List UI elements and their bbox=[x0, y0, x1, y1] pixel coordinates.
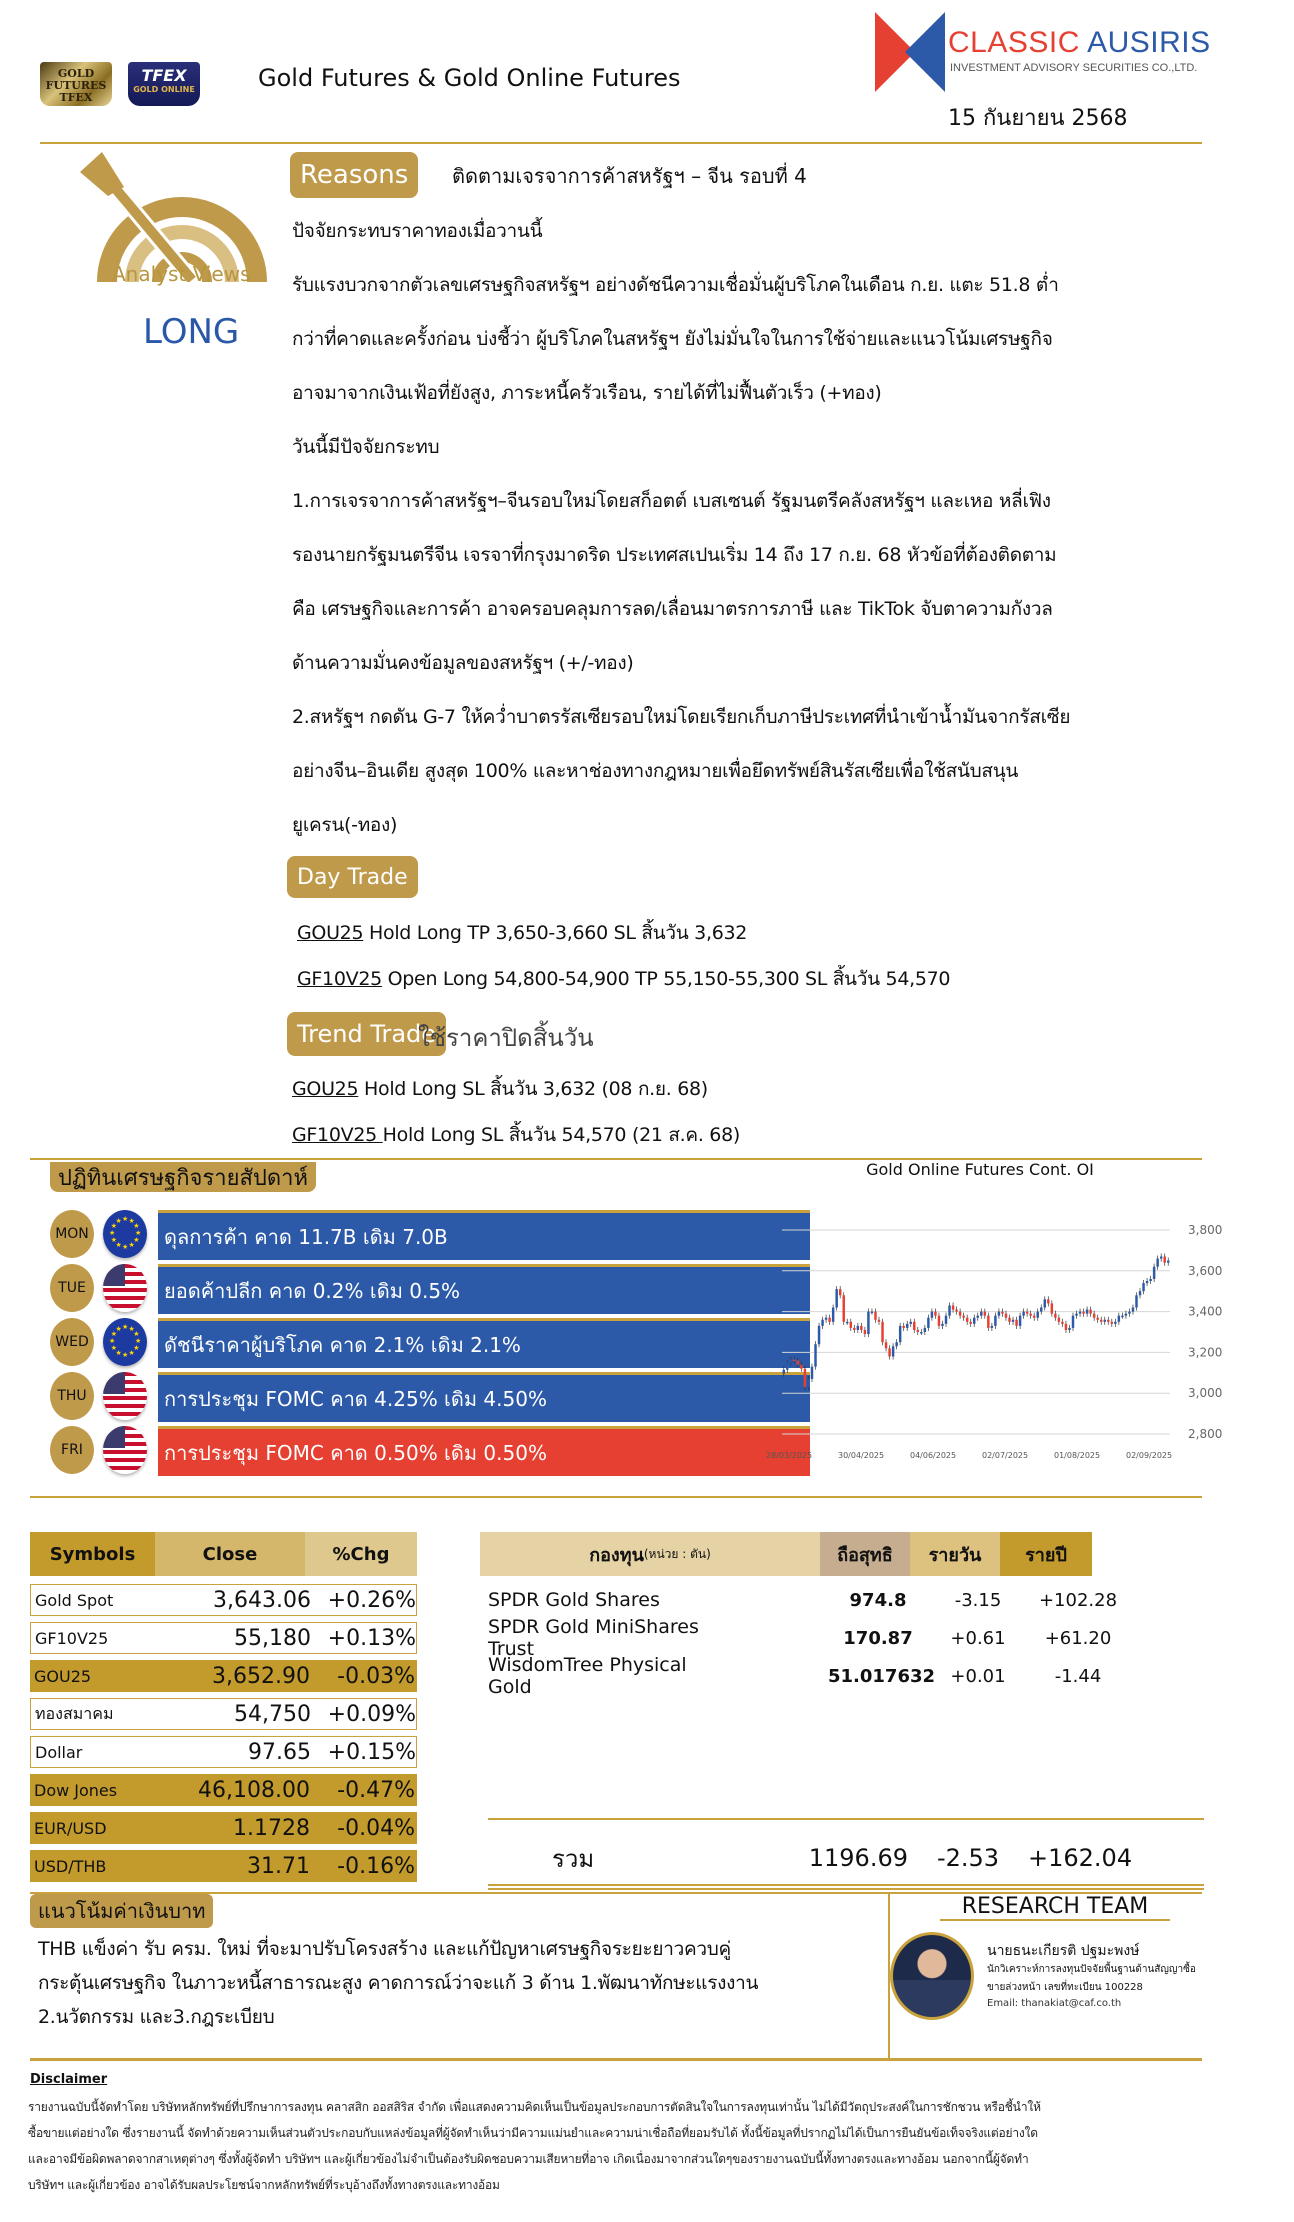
candle-body bbox=[1047, 1299, 1049, 1303]
reason-line: รองนายกรัฐมนตรีจีน เจรจาที่กรุงมาดริด ประเทศสเปนเริ่ม 14 ถึง 17 ก.ย. 68 หัวข้อที่ต้องติดตาม bbox=[292, 544, 1057, 566]
disclaimer-line: บริษัทฯ และผู้เกี่ยวข้อง อาจได้รับผลประโยชน์จากหลักทรัพย์ที่ระบุอ้างถึงทั้งทางตรงและทางอ้อม bbox=[28, 2178, 500, 2192]
symbol-row bbox=[30, 1660, 417, 1692]
candle-body bbox=[994, 1316, 996, 1326]
candle-body bbox=[1008, 1318, 1010, 1322]
symbol-change: -0.03% bbox=[337, 1663, 415, 1689]
candle-body bbox=[857, 1326, 859, 1330]
total-daily: -2.53 bbox=[936, 1844, 1000, 1872]
disclaimer-title: Disclaimer bbox=[30, 2072, 108, 2087]
yearly-header: รายปี bbox=[1000, 1532, 1092, 1576]
reason-line: อย่างจีน–อินเดีย สูงสุด 100% และหาช่องทางกฎหมายเพื่อยึดทรัพย์สินรัสเซียเพื่อใช้สนับสนุน bbox=[292, 760, 1019, 782]
day-trade-badge: Day Trade bbox=[287, 856, 418, 898]
candle-body bbox=[1036, 1312, 1038, 1318]
net-holding-header: ถือสุทธิ bbox=[820, 1532, 910, 1576]
symbol-link[interactable]: GF10V25 bbox=[292, 1124, 383, 1146]
y-tick-label: 3,800 bbox=[1188, 1223, 1223, 1237]
fund-daily: +0.61 bbox=[950, 1627, 1006, 1649]
analyst-views-label: Analyst Views bbox=[112, 262, 251, 286]
reasons-badge: Reasons bbox=[290, 152, 418, 198]
candle-body bbox=[1125, 1314, 1127, 1316]
fund-name-header bbox=[480, 1532, 820, 1576]
candle-body bbox=[835, 1289, 837, 1307]
candle-body bbox=[1142, 1283, 1144, 1291]
reason-line: ปัจจัยกระทบราคาทองเมื่อวานนี้ bbox=[292, 220, 543, 242]
analyst-role: นักวิเคราะห์การลงทุนปัจจัยพื้นฐานด้านสัญญาซื้อ bbox=[987, 1964, 1196, 1975]
candle-body bbox=[977, 1316, 979, 1318]
disclaimer-line: ซื้อขายแต่อย่างใด ซึ่งรายงานนี้ จัดทำด้วยความเห็นส่วนตัวประกอบกับแหล่งข้อมูลที่ผู้จัดทำเห็นว่ามีความแม่นยำและความน่าเชื่อถือที่ยอมรับได้ ทั้งนี้ข้อมูลที่ปรากฏไม่ได้เป็นการยืนยันข้อเท็จจริงแต่อย่างใด bbox=[28, 2126, 1038, 2140]
symbol-link[interactable]: GOU25 bbox=[297, 922, 364, 944]
candle-body bbox=[941, 1324, 943, 1326]
trade-instruction: Hold Long TP 3,650-3,660 SL สิ้นวัน 3,632 bbox=[363, 922, 748, 944]
section-divider bbox=[30, 2058, 1202, 2061]
candle-body bbox=[948, 1305, 950, 1315]
us-flag-icon bbox=[103, 1426, 147, 1474]
symbol-close: 1.1728 bbox=[233, 1815, 310, 1841]
baht-line: กระตุ้นเศรษฐกิจ ในภาวะหนี้สาธารณะสูง คาดการณ์ว่าจะแก้ 3 ด้าน 1.พัฒนาทักษะแรงงาน bbox=[38, 1972, 759, 1994]
fund-net: 974.8 bbox=[849, 1589, 907, 1611]
candle-body bbox=[1146, 1281, 1148, 1283]
candle-body bbox=[867, 1312, 869, 1334]
fund-yearly: +61.20 bbox=[1044, 1627, 1112, 1649]
calendar-event: การประชุม FOMC คาด 0.50% เดิม 0.50% bbox=[158, 1426, 810, 1476]
tfex-logo-text: TFEX bbox=[141, 66, 187, 85]
fund-row bbox=[488, 1654, 1208, 1698]
symbol-link[interactable]: GF10V25 bbox=[297, 968, 382, 990]
trend-trade-item bbox=[292, 1074, 708, 1104]
analyst-view-value: LONG bbox=[143, 312, 240, 352]
fund-yearly: +102.28 bbox=[1038, 1589, 1118, 1611]
candle-body bbox=[1079, 1312, 1081, 1314]
symbol-change: -0.04% bbox=[337, 1815, 415, 1841]
symbols-header: Symbols bbox=[30, 1532, 155, 1576]
symbol-change: +0.26% bbox=[327, 1587, 416, 1613]
reason-line: ด้านความมั่นคงข้อมูลของสหรัฐฯ (+/-ทอง) bbox=[292, 652, 634, 674]
candle-body bbox=[790, 1360, 792, 1363]
reasons-headline: ติดตามเจรจาการค้าสหรัฐฯ – จีน รอบที่ 4 bbox=[452, 164, 807, 188]
candle-body bbox=[924, 1328, 926, 1332]
candle-body bbox=[885, 1342, 887, 1348]
candle-body bbox=[959, 1312, 961, 1316]
symbol-link[interactable]: GOU25 bbox=[292, 1078, 359, 1100]
candle-body bbox=[874, 1312, 876, 1320]
section-divider bbox=[30, 1496, 1202, 1498]
symbol-change: +0.13% bbox=[327, 1625, 416, 1651]
candle-body bbox=[1065, 1324, 1067, 1330]
x-tick-label: 28/03/2025 bbox=[766, 1451, 813, 1460]
candle-body bbox=[1156, 1259, 1158, 1267]
candle-body bbox=[1012, 1320, 1014, 1322]
candle-body bbox=[1135, 1295, 1137, 1307]
candle-body bbox=[864, 1330, 866, 1334]
tfex-logo-subtext: GOLD ONLINE bbox=[133, 85, 195, 94]
us-flag-icon bbox=[103, 1264, 147, 1312]
report-date: 15 กันยายน 2568 bbox=[948, 106, 1128, 131]
daily-header: รายวัน bbox=[910, 1532, 1000, 1576]
candle-body bbox=[987, 1316, 989, 1328]
fund-row bbox=[488, 1582, 1208, 1618]
symbol-close: 55,180 bbox=[234, 1625, 311, 1651]
calendar-event: ดัชนีราคาผู้บริโภค คาด 2.1% เดิม 2.1% bbox=[158, 1318, 810, 1368]
candle-body bbox=[842, 1295, 844, 1322]
candle-body bbox=[1153, 1267, 1155, 1279]
trend-trade-note: ใช้ราคาปิดสิ้นวัน bbox=[418, 1024, 594, 1052]
x-tick-label: 04/06/2025 bbox=[910, 1451, 957, 1460]
trend-trade-item bbox=[292, 1120, 740, 1150]
symbol-close: 97.65 bbox=[248, 1739, 311, 1765]
candle-body bbox=[800, 1365, 802, 1369]
reason-line: คือ เศรษฐกิจและการค้า อาจครอบคลุมการลด/เลื่อนมาตรการภาษี และ TikTok จับตาความกังวล bbox=[292, 598, 1053, 620]
symbol-close: 31.71 bbox=[247, 1853, 310, 1879]
day-trade-item bbox=[297, 964, 950, 994]
candle-body bbox=[1072, 1316, 1074, 1328]
symbol-close: 54,750 bbox=[234, 1701, 311, 1727]
candle-body bbox=[902, 1326, 904, 1328]
document-title: Gold Futures & Gold Online Futures bbox=[258, 64, 681, 92]
x-tick-label: 01/08/2025 bbox=[1054, 1451, 1101, 1460]
candle-body bbox=[814, 1344, 816, 1366]
candle-body bbox=[860, 1326, 862, 1330]
symbol-name: GOU25 bbox=[34, 1666, 92, 1686]
symbol-change: -0.16% bbox=[337, 1853, 415, 1879]
symbol-close: 3,652.90 bbox=[212, 1663, 310, 1689]
candle-body bbox=[1132, 1308, 1134, 1312]
candle-body bbox=[1118, 1316, 1120, 1322]
disclaimer-line: และอาจมีข้อผิดพลาดจากสาเหตุต่างๆ ซึ่งทั้งผู้จัดทำ บริษัทฯ และผู้เกี่ยวข้องไม่จำเป็นต้องรับผิดชอบความเสียหายที่อาจ เกิดเนื่องมาจากส่วนใดๆของรายงานฉบับนี้ทั้งทางตรงและทางอ้อม นอกจากนี้ผู้จัดทำ bbox=[28, 2152, 1029, 2166]
candle-body bbox=[991, 1326, 993, 1328]
symbol-name: Gold Spot bbox=[35, 1590, 114, 1610]
analyst-email[interactable]: Email: thanakiat@caf.co.th bbox=[987, 1998, 1122, 2009]
company-name bbox=[948, 26, 1211, 60]
candle-body bbox=[1001, 1312, 1003, 1314]
eu-flag-icon: ★ ★ ★ ★ ★ ★ ★ ★ ★ ★ ★ ★ bbox=[103, 1210, 147, 1258]
analyst-avatar bbox=[890, 1932, 974, 2020]
candle-body bbox=[1005, 1314, 1007, 1318]
candle-body bbox=[906, 1324, 908, 1328]
candle-body bbox=[828, 1318, 830, 1322]
symbol-name: Dollar bbox=[35, 1742, 83, 1762]
candle-body bbox=[793, 1360, 795, 1362]
candle-body bbox=[952, 1305, 954, 1309]
candle-body bbox=[927, 1318, 929, 1328]
candle-body bbox=[1093, 1314, 1095, 1318]
fund-total-row bbox=[488, 1840, 1208, 1876]
fund-name: SPDR Gold Shares bbox=[488, 1589, 660, 1611]
reason-line: กว่าที่คาดและครั้งก่อน บ่งชี้ว่า ผู้บริโภคในสหรัฐฯ ยังไม่มั่นใจในการใช้จ่ายและแนวโน้มเศรษฐกิจ bbox=[292, 328, 1053, 350]
trade-instruction: Open Long 54,800-54,900 TP 55,150-55,300 SL สิ้นวัน 54,570 bbox=[381, 968, 951, 990]
trend-trade-badge: Trend Trade bbox=[287, 1012, 446, 1056]
candle-body bbox=[1167, 1261, 1169, 1263]
total-yearly: +162.04 bbox=[1028, 1844, 1133, 1872]
fund-header-unit: (หน่วย : ตัน) bbox=[643, 1546, 711, 1561]
symbol-close: 46,108.00 bbox=[198, 1777, 310, 1803]
total-divider-bottom bbox=[488, 1884, 1204, 1886]
trade-instruction: Hold Long SL สิ้นวัน 54,570 (21 ส.ค. 68) bbox=[382, 1124, 740, 1146]
candle-body bbox=[1075, 1314, 1077, 1316]
candle-body bbox=[1139, 1291, 1141, 1295]
calendar-event: ดุลการค้า คาด 11.7B เดิม 7.0B bbox=[158, 1210, 810, 1260]
candle-body bbox=[821, 1320, 823, 1326]
calendar-title: ปฏิทินเศรษฐกิจรายสัปดาห์ bbox=[50, 1162, 316, 1192]
x-tick-label: 30/04/2025 bbox=[838, 1451, 885, 1460]
candle-body bbox=[1086, 1310, 1088, 1314]
candle-body bbox=[1114, 1322, 1116, 1324]
candle-body bbox=[1160, 1257, 1162, 1259]
candle-body bbox=[797, 1361, 799, 1365]
reason-line: ยูเครน(-ทอง) bbox=[292, 814, 398, 836]
reason-line: 2.สหรัฐฯ กดดัน G-7 ให้คว่ำบาตรรัสเซียรอบใหม่โดยเรียกเก็บภาษีประเทศที่นำเข้าน้ำมันจากรัสเซีย bbox=[292, 706, 1071, 728]
candle-body bbox=[839, 1289, 841, 1295]
symbol-row bbox=[30, 1622, 417, 1654]
candle-body bbox=[1104, 1320, 1106, 1322]
candle-body bbox=[1061, 1322, 1063, 1324]
candle-body bbox=[895, 1342, 897, 1346]
gold-price-chart bbox=[760, 1190, 1294, 1490]
symbol-name: EUR/USD bbox=[34, 1818, 107, 1838]
fund-name: SPDR Gold MiniShares Trust bbox=[488, 1616, 699, 1660]
candle-body bbox=[881, 1322, 883, 1342]
candle-body bbox=[931, 1312, 933, 1318]
candle-body bbox=[920, 1332, 922, 1334]
candle-body bbox=[910, 1322, 912, 1324]
reason-line: วันนี้มีปัจจัยกระทบ bbox=[292, 436, 440, 458]
y-tick-label: 3,200 bbox=[1188, 1345, 1223, 1360]
candle-body bbox=[955, 1310, 957, 1312]
fund-net: 51.017632 bbox=[828, 1665, 936, 1687]
symbol-row bbox=[30, 1584, 417, 1616]
gold-futures-logo bbox=[40, 62, 112, 106]
symbol-name: Dow Jones bbox=[34, 1780, 118, 1800]
symbol-row bbox=[30, 1812, 417, 1844]
candle-body bbox=[1163, 1257, 1165, 1263]
candle-body bbox=[807, 1379, 809, 1387]
candle-body bbox=[1019, 1316, 1021, 1326]
gold-futures-logo-text: GOLD FUTURES TFEX bbox=[45, 67, 107, 104]
symbol-change: +0.09% bbox=[327, 1701, 416, 1727]
header-divider bbox=[40, 142, 1202, 144]
baht-line: THB แข็งค่า รับ ครม. ใหม่ ที่จะมาปรับโครงสร้าง และแก้ปัญหาเศรษฐกิจระยะยาวควบคู่ bbox=[38, 1938, 731, 1960]
candle-body bbox=[818, 1326, 820, 1344]
chg-header: %Chg bbox=[305, 1532, 417, 1576]
candle-body bbox=[850, 1322, 852, 1328]
candle-body bbox=[1054, 1314, 1056, 1318]
candle-body bbox=[1029, 1314, 1031, 1316]
candle-body bbox=[804, 1369, 806, 1387]
candle-body bbox=[1100, 1320, 1102, 1322]
close-header: Close bbox=[155, 1532, 305, 1576]
x-tick-label: 02/07/2025 bbox=[982, 1451, 1029, 1460]
company-name-part2: AUSIRIS bbox=[1087, 26, 1211, 59]
candle-body bbox=[1111, 1322, 1113, 1324]
total-label: รวม bbox=[552, 1844, 595, 1873]
candle-body bbox=[962, 1316, 964, 1318]
candle-body bbox=[832, 1308, 834, 1322]
disclaimer-line: รายงานฉบับนี้จัดทำโดย บริษัทหลักทรัพย์ที่ปรึกษาการลงทุน คลาสสิก ออสสิริส จำกัด เพื่อแสดงความคิดเห็นเป็นข้อมูลประกอบการตัดสินใจในการลงทุนเท่านั้น ไม่ได้มีวัตถุประสงค์ในการชักชวน หรือชี้นำให้ bbox=[28, 2100, 1041, 2114]
day-trade-item bbox=[297, 918, 747, 948]
candle-body bbox=[825, 1318, 827, 1320]
day-badge: WED bbox=[50, 1318, 94, 1366]
trade-instruction: Hold Long SL สิ้นวัน 3,632 (08 ก.ย. 68) bbox=[358, 1078, 708, 1100]
candle-body bbox=[1096, 1318, 1098, 1320]
total-divider bbox=[488, 1818, 1204, 1820]
day-badge: THU bbox=[50, 1372, 94, 1420]
candle-body bbox=[892, 1346, 894, 1356]
candle-body bbox=[786, 1363, 788, 1370]
reason-line: อาจมาจากเงินเฟ้อที่ยังสูง, ภาระหนี้ครัวเรือน, รายได้ที่ไม่ฟื้นตัวเร็ว (+ทอง) bbox=[292, 382, 882, 404]
candle-body bbox=[899, 1326, 901, 1342]
candle-body bbox=[1058, 1318, 1060, 1322]
y-tick-label: 2,800 bbox=[1188, 1427, 1223, 1441]
candle-body bbox=[938, 1316, 940, 1326]
candle-body bbox=[871, 1312, 873, 1314]
candle-body bbox=[984, 1312, 986, 1316]
calendar-event: การประชุม FOMC คาด 4.25% เดิม 4.50% bbox=[158, 1372, 810, 1422]
symbol-change: -0.47% bbox=[337, 1777, 415, 1803]
candle-body bbox=[1026, 1312, 1028, 1314]
y-tick-label: 3,000 bbox=[1188, 1386, 1223, 1401]
candle-body bbox=[1033, 1316, 1035, 1318]
tfex-logo bbox=[128, 62, 200, 106]
reason-line: รับแรงบวกจากตัวเลขเศรษฐกิจสหรัฐฯ อย่างดัชนีความเชื่อมั่นผู้บริโภคในเดือน ก.ย. แตะ 51.8 ต่ำ bbox=[292, 274, 1059, 296]
candle-body bbox=[846, 1322, 848, 1324]
fund-header-label: กองทุน bbox=[589, 1544, 644, 1566]
candle-body bbox=[969, 1322, 971, 1324]
candle-body bbox=[998, 1312, 1000, 1316]
fund-net: 170.87 bbox=[843, 1627, 913, 1649]
baht-line: 2.นวัตกรรม และ3.กฎระเบียบ bbox=[38, 2006, 275, 2028]
symbol-change: +0.15% bbox=[327, 1739, 416, 1765]
reason-line: 1.การเจรจาการค้าสหรัฐฯ–จีนรอบใหม่โดยสก็อตต์ เบสเซนต์ รัฐมนตรีคลังสหรัฐฯ และเหอ หลี่เฟิง bbox=[292, 490, 1051, 512]
symbol-name: USD/THB bbox=[34, 1856, 107, 1876]
fund-daily: -3.15 bbox=[954, 1589, 1002, 1611]
candle-body bbox=[811, 1367, 813, 1379]
x-tick-label: 02/09/2025 bbox=[1126, 1451, 1173, 1460]
fund-name: WisdomTree Physical Gold bbox=[488, 1654, 687, 1698]
day-badge: TUE bbox=[50, 1264, 94, 1312]
research-team-title: RESEARCH TEAM bbox=[940, 1894, 1170, 1921]
candle-body bbox=[966, 1318, 968, 1322]
company-subtitle: INVESTMENT ADVISORY SECURITIES CO.,LTD. bbox=[950, 62, 1198, 74]
candle-body bbox=[934, 1312, 936, 1316]
us-flag-icon bbox=[103, 1372, 147, 1420]
y-tick-label: 3,600 bbox=[1188, 1263, 1223, 1278]
fund-daily: +0.01 bbox=[950, 1665, 1006, 1687]
calendar-event: ยอดค้าปลีก คาด 0.2% เดิม 0.5% bbox=[158, 1264, 810, 1314]
candle-body bbox=[980, 1312, 982, 1316]
symbol-row bbox=[30, 1774, 417, 1806]
day-badge: FRI bbox=[50, 1426, 94, 1474]
y-tick-label: 3,400 bbox=[1188, 1304, 1223, 1319]
candle-body bbox=[783, 1370, 785, 1374]
total-net: 1196.69 bbox=[808, 1844, 908, 1872]
symbol-name: ทองสมาคม bbox=[35, 1703, 114, 1723]
candle-body bbox=[1089, 1310, 1091, 1314]
candle-body bbox=[945, 1316, 947, 1324]
candle-body bbox=[1128, 1312, 1130, 1314]
analyst-name: นายธนะเกียรติ ปฐมะพงษ์ bbox=[987, 1943, 1140, 1959]
total-divider-bottom-2 bbox=[488, 1888, 1204, 1890]
candle-body bbox=[1068, 1328, 1070, 1330]
candle-body bbox=[1044, 1299, 1046, 1307]
fund-row bbox=[488, 1616, 1208, 1660]
symbol-row bbox=[30, 1698, 417, 1730]
candle-body bbox=[853, 1328, 855, 1330]
candle-body bbox=[1022, 1312, 1024, 1316]
symbol-name: GF10V25 bbox=[35, 1628, 109, 1648]
symbol-row bbox=[30, 1736, 417, 1768]
eu-flag-icon: ★ ★ ★ ★ ★ ★ ★ ★ ★ ★ ★ ★ bbox=[103, 1318, 147, 1366]
company-name-part1: CLASSIC bbox=[948, 26, 1080, 59]
candle-body bbox=[1107, 1320, 1109, 1322]
fund-yearly: -1.44 bbox=[1054, 1665, 1102, 1687]
symbol-close: 3,643.06 bbox=[213, 1587, 311, 1613]
candle-body bbox=[1051, 1303, 1053, 1313]
candle-body bbox=[1040, 1308, 1042, 1312]
candle-body bbox=[973, 1318, 975, 1324]
candle-body bbox=[878, 1320, 880, 1322]
candle-body bbox=[1149, 1279, 1151, 1281]
candle-body bbox=[1015, 1320, 1017, 1326]
candle-body bbox=[913, 1322, 915, 1330]
candle-body bbox=[917, 1330, 919, 1332]
baht-title: แนวโน้มค่าเงินบาท bbox=[30, 1894, 213, 1928]
candle-body bbox=[1082, 1312, 1084, 1314]
candle-body bbox=[888, 1348, 890, 1356]
candle-body bbox=[1121, 1316, 1123, 1318]
chart-title: Gold Online Futures Cont. OI bbox=[866, 1160, 1094, 1179]
symbol-row bbox=[30, 1850, 417, 1882]
analyst-license: ขายล่วงหน้า เลขที่ทะเบียน 100228 bbox=[987, 1982, 1143, 1993]
day-badge: MON bbox=[50, 1210, 94, 1258]
